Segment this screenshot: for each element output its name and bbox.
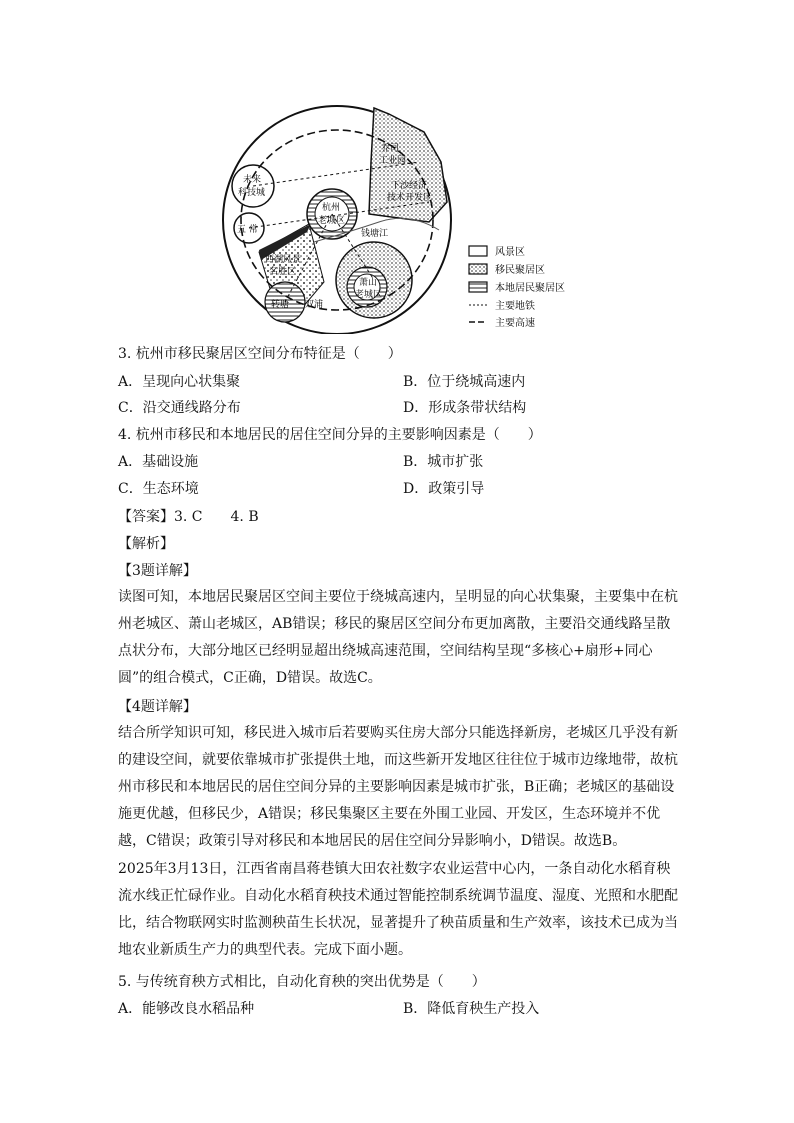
city-structure-map <box>219 102 589 334</box>
svg-text:五 常: 五 常 <box>237 225 258 235</box>
q3-stem: 3. 杭州市移民聚居区空间分布特征是（ ） <box>118 346 402 362</box>
legend-migrant: 移民聚居区 <box>495 265 545 276</box>
q4-option-a: A．基础设施 <box>118 454 199 470</box>
svg-text:双浦: 双浦 <box>305 300 324 310</box>
material-paragraph: 2025年3月13日，江西省南昌蒋巷镇大田农社数字农业运营中心内，一条自动化水稻育秧流水线正忙碌作业。自动化水稻育秧技术通过智能控制系统调节温度、湿度、光照和水肥配比，结合物联网实时监测秧苗生长状况，显著提升了秧苗质量和生产效率，该技术已成为当地农业新质生产力的典型代表。完成下面小题。 <box>118 861 678 958</box>
q5-option-b: B．降低育秧生产投入 <box>403 1001 540 1017</box>
q3-option-b: B．位于绕城高速内 <box>403 374 526 390</box>
map-legend <box>469 246 565 329</box>
svg-text:技术开发区: 技术开发区 <box>387 193 433 203</box>
legend-highway: 主要高速 <box>495 318 535 329</box>
analysis-heading: 【解析】 <box>118 536 174 552</box>
legend-local: 本地居民聚居区 <box>495 283 565 294</box>
svg-text:乔司: 乔司 <box>381 144 400 154</box>
q5-stem: 5. 与传统育秧方式相比，自动化育秧的突出优势是（ ） <box>118 974 486 990</box>
q5-option-a: A．能够改良水稻品种 <box>118 1001 255 1017</box>
svg-text:转塘: 转塘 <box>271 300 290 310</box>
svg-text:未来: 未来 <box>243 175 262 185</box>
q4-option-c: C．生态环境 <box>118 481 199 497</box>
legend-metro: 主要地铁 <box>495 301 535 312</box>
svg-text:工业园: 工业园 <box>379 156 407 166</box>
svg-text:科技城: 科技城 <box>238 188 266 198</box>
q4-option-d: D．政策引导 <box>403 481 485 497</box>
svg-text:西湖风景: 西湖风景 <box>265 255 302 265</box>
q4-option-b: B．城市扩张 <box>403 454 484 470</box>
detail3-heading: 【3题详解】 <box>118 563 197 579</box>
answer-line: 【答案】3. C 4. B <box>118 509 259 525</box>
q3-option-c: C．沿交通线路分布 <box>118 400 241 416</box>
q4-stem: 4. 杭州市移民和本地居民的居住空间分异的主要影响因素是（ ） <box>118 427 542 443</box>
q3-option-d: D．形成条带状结构 <box>403 400 527 416</box>
svg-text:钱塘江: 钱塘江 <box>361 229 389 239</box>
svg-text:名胜区: 名胜区 <box>269 267 297 277</box>
svg-text:杭州: 杭州 <box>322 203 341 213</box>
svg-text:老城区: 老城区 <box>355 290 383 300</box>
svg-text:老城区: 老城区 <box>318 216 346 226</box>
svg-text:萧山: 萧山 <box>359 278 378 288</box>
detail4-paragraph: 结合所学知识可知，移民进入城市后若要购买住房大部分只能选择新房，老城区几乎没有新的建设空间，就要依靠城市扩张提供土地，而这些新开发地区往往位于城市边缘地带，故杭州市移民和本地居民的居住空间分异的主要影响因素是城市扩张，B正确；老城区的基础设施更优越，但移民少，A错误；移民集聚区主要在外围工业园、开发区，生态环境并不优越，C错误；政策引导对移民和本地居民的居住空间分异影响小，D错误。故选B。 <box>118 725 678 849</box>
detail4-heading: 【4题详解】 <box>118 699 197 715</box>
detail3-paragraph: 读图可知，本地居民聚居区空间主要位于绕城高速内，呈明显的向心状集聚，主要集中在杭州老城区、萧山老城区，AB错误；移民的聚居区空间分布更加离散，主要沿交通线路呈散点状分布，大部分地区已经明显超出绕城高速范围，空间结构呈现“多核心+扇形+同心圆”的组合模式，C正确，D错误。故选C。 <box>118 589 678 686</box>
q3-option-a: A．呈现向心状集聚 <box>118 374 241 390</box>
legend-scenic: 风景区 <box>495 247 525 258</box>
svg-text:下沙经济: 下沙经济 <box>391 181 428 191</box>
